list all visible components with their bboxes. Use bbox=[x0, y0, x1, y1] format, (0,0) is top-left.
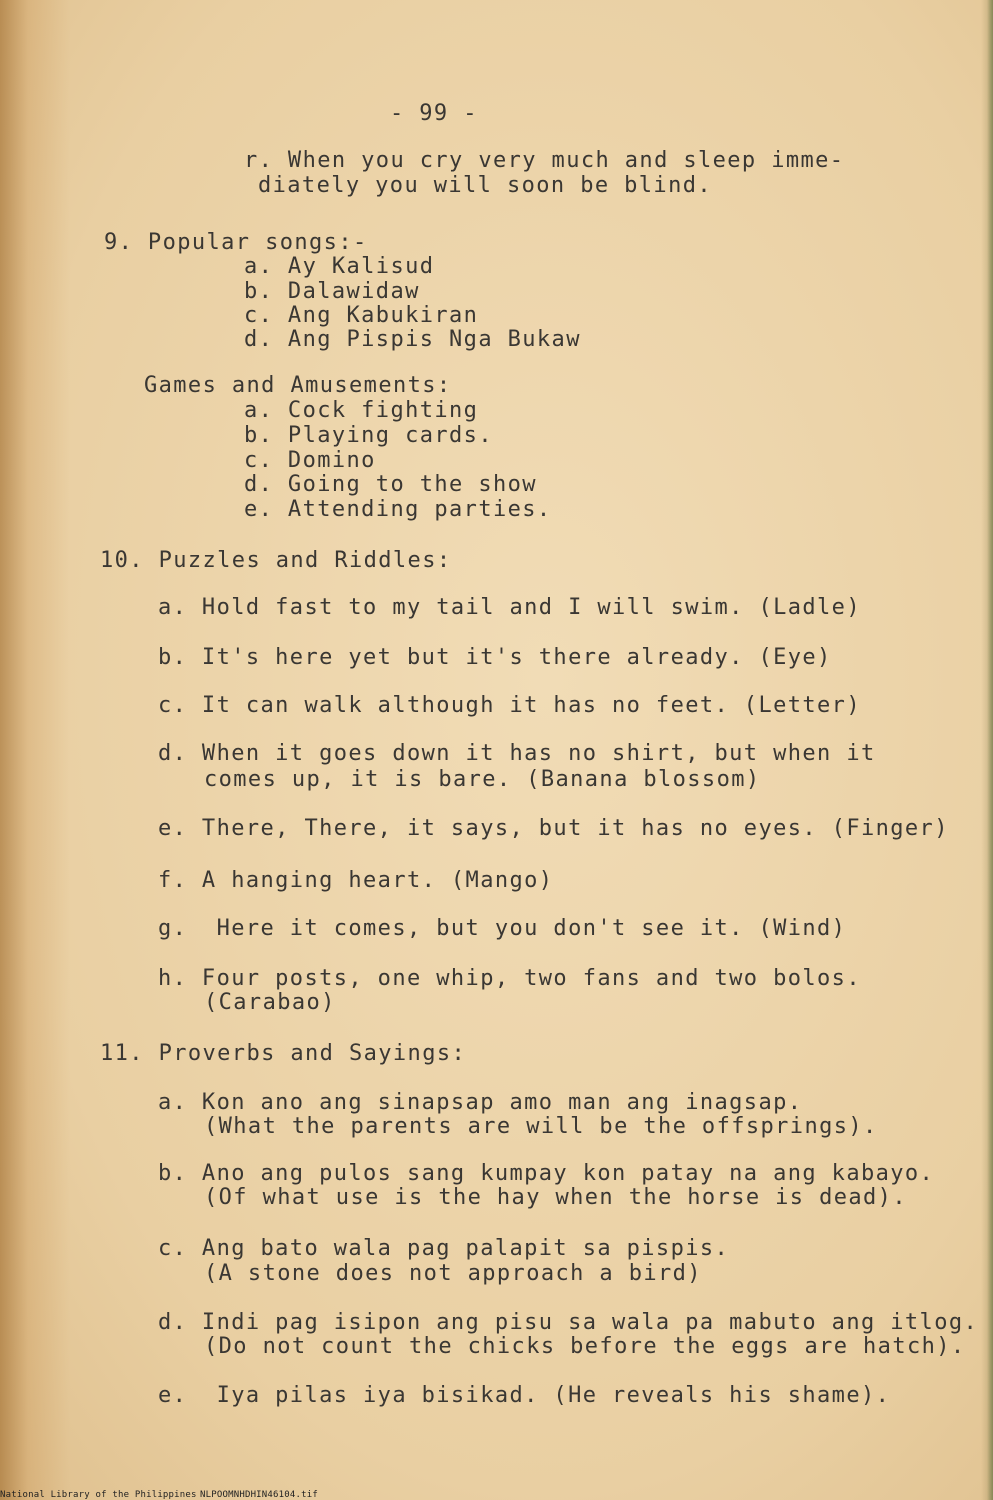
riddle-item: b. It's here yet but it's there already. (Eye) bbox=[158, 645, 832, 670]
proverb-item: c. Ang bato wala pag palapit sa pispis. bbox=[158, 1236, 730, 1261]
riddle-item: d. When it goes down it has no shirt, but when it bbox=[158, 741, 876, 766]
proverb-item: e. Iya pilas iya bisikad. (He reveals his shame). bbox=[158, 1383, 891, 1408]
riddle-item-continued: comes up, it is bare. (Banana blossom) bbox=[204, 767, 761, 792]
proverb-translation: (What the parents are will be the offsprings). bbox=[204, 1114, 878, 1139]
puzzles-heading: 10. Puzzles and Riddles: bbox=[100, 548, 452, 573]
page-number: - 99 - bbox=[390, 101, 478, 126]
proverb-translation: (Of what use is the hay when the horse is dead). bbox=[204, 1185, 907, 1210]
song-item: c. Ang Kabukiran bbox=[244, 303, 479, 328]
footer-filename: NLPOOMNHDHIN46104.tif bbox=[200, 1490, 318, 1500]
popular-songs-heading: 9. Popular songs:- bbox=[104, 230, 368, 255]
game-item: c. Domino bbox=[244, 448, 376, 473]
proverbs-heading: 11. Proverbs and Sayings: bbox=[100, 1041, 467, 1066]
proverb-translation: (A stone does not approach a bird) bbox=[204, 1261, 702, 1286]
song-item: b. Dalawidaw bbox=[244, 279, 420, 304]
riddle-item: c. It can walk although it has no feet. (Letter) bbox=[158, 693, 861, 718]
riddle-item: g. Here it comes, but you don't see it. (Wind) bbox=[158, 916, 847, 941]
game-item: b. Playing cards. bbox=[244, 423, 493, 448]
game-item: a. Cock fighting bbox=[244, 398, 479, 423]
song-item: d. Ang Pispis Nga Bukaw bbox=[244, 327, 581, 352]
proverb-item: a. Kon ano ang sinapsap amo man ang inagsap. bbox=[158, 1090, 803, 1115]
game-item: d. Going to the show bbox=[244, 472, 537, 497]
superstition-r-line2: diately you will soon be blind. bbox=[258, 173, 712, 198]
riddle-item: a. Hold fast to my tail and I will swim. (Ladle) bbox=[158, 595, 861, 620]
song-item: a. Ay Kalisud bbox=[244, 254, 435, 279]
game-item: e. Attending parties. bbox=[244, 497, 552, 522]
proverb-item: d. Indi pag isipon ang pisu sa wala pa mabuto ang itlog. bbox=[158, 1310, 979, 1335]
footer-library: National Library of the Philippines bbox=[0, 1490, 197, 1500]
proverb-translation: (Do not count the chicks before the eggs are hatch). bbox=[204, 1334, 966, 1359]
scan-edge bbox=[987, 0, 993, 1500]
superstition-r-line1: r. When you cry very much and sleep imme- bbox=[244, 148, 845, 173]
proverb-item: b. Ano ang pulos sang kumpay kon patay na ang kabayo. bbox=[158, 1161, 935, 1186]
riddle-item: f. A hanging heart. (Mango) bbox=[158, 868, 554, 893]
riddle-item: h. Four posts, one whip, two fans and two bolos. bbox=[158, 966, 861, 991]
riddle-item-continued: (Carabao) bbox=[204, 990, 336, 1015]
riddle-item: e. There, There, it says, but it has no eyes. (Finger) bbox=[158, 816, 949, 841]
games-heading: Games and Amusements: bbox=[144, 373, 452, 398]
